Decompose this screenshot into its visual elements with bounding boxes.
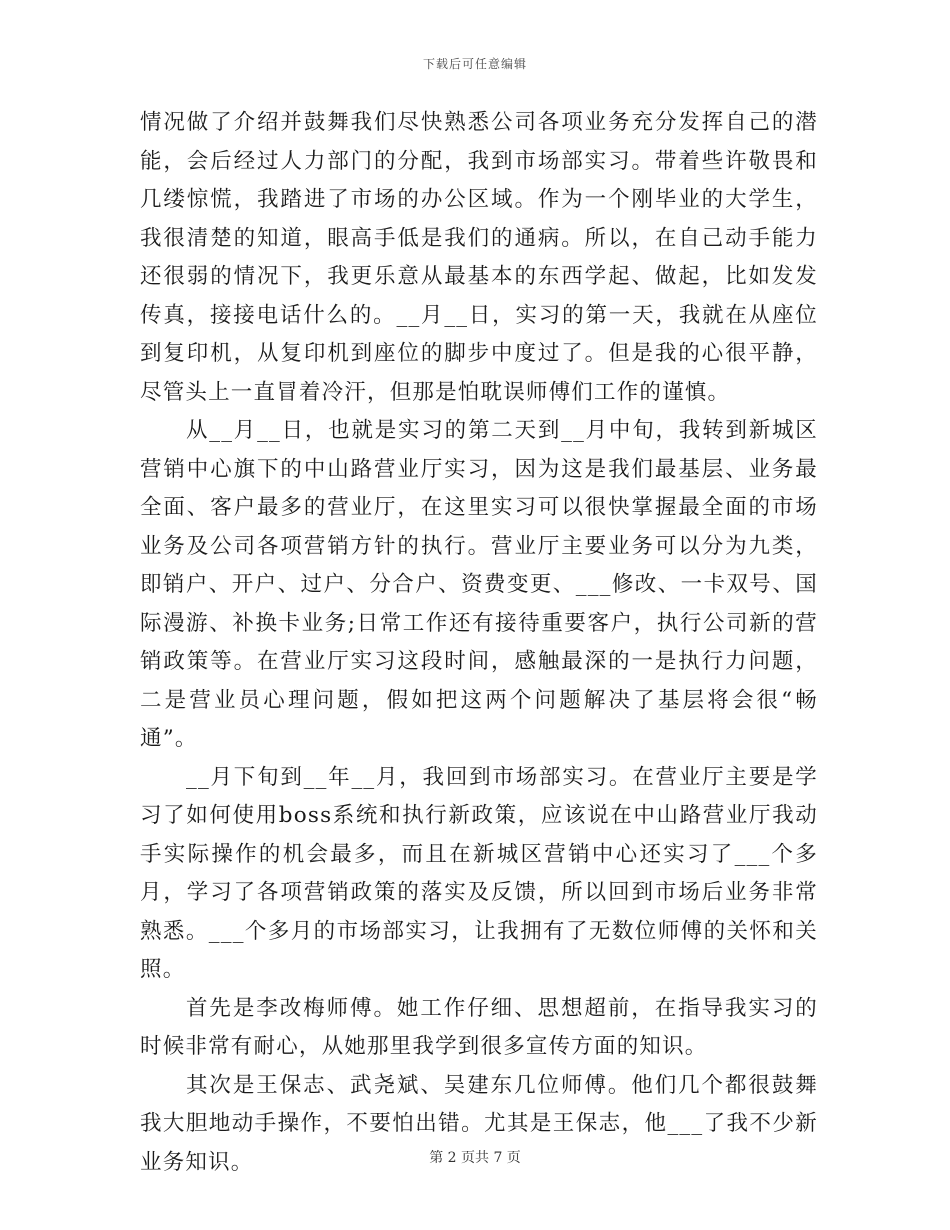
paragraph-5: 其次是王保志、武尧斌、吴建东几位师傅。他们几个都很鼓舞我大胆地动手操作，不要怕出错。尤其是王保志，他___了我不少新业务知识。: [140, 1072, 818, 1175]
paragraph-4: 首先是李改梅师傅。她工作仔细、思想超前，在指导我实习的时候非常有耐心，从她那里我学到很多宣传方面的知识。: [140, 995, 818, 1059]
document-body: [140, 104, 818, 1182]
paragraph-1: 情况做了介绍并鼓舞我们尽快熟悉公司各项业务充分发挥自己的潜能，会后经过人力部门的分配，我到市场部实习。带着些许敬畏和几缕惊慌，我踏进了市场的办公区域。作为一个刚毕业的大学生，我很清楚的知道，眼高手低是我们的通病。所以，在自己动手能力还很弱的情况下，我更乐意从最基本的东西学起、做起，比如发发传真，接接电话什么的。__月__日，实习的第一天，我就在从座位到复印机，从复印机到座位的脚步中度过了。但是我的心很平静，尽管头上一直冒着冷汗，但那是怕耽误师傅们工作的谨慎。: [140, 110, 818, 405]
page-number-footer: 第 2 页共 7 页: [429, 1150, 521, 1166]
paragraph-3: __月下旬到__年__月，我回到市场部实习。在营业厅主要是学习了如何使用boss系统和执行新政策，应该说在中山路营业厅我动手实际操作的机会最多，而且在新城区营销中心还实习了___个多月，学习了各项营销政策的落实及反馈，所以回到市场后业务非常熟悉。___个多月的市场部实习，让我拥有了无数位师傅的关怀和关照。: [140, 764, 818, 982]
page-header: 下载后可任意编辑: [422, 57, 527, 71]
paragraph-2: 从__月__日，也就是实习的第二天到__月中旬，我转到新城区营销中心旗下的中山路营业厅实习，因为这是我们最基层、业务最全面、客户最多的营业厅，在这里实习可以很快掌握最全面的市场业务及公司各项营销方针的执行。营业厅主要业务可以分为九类，即销户、开户、过户、分合户、资费变更、___修改、一卡双号、国际漫游、补换卡业务;日常工作还有接待重要客户，执行公司新的营销政策等。在营业厅实习这段时间，感触最深的一是执行力问题，二是营业员心理问题，假如把这两个问题解决了基层将会很“畅通”。: [140, 418, 818, 751]
